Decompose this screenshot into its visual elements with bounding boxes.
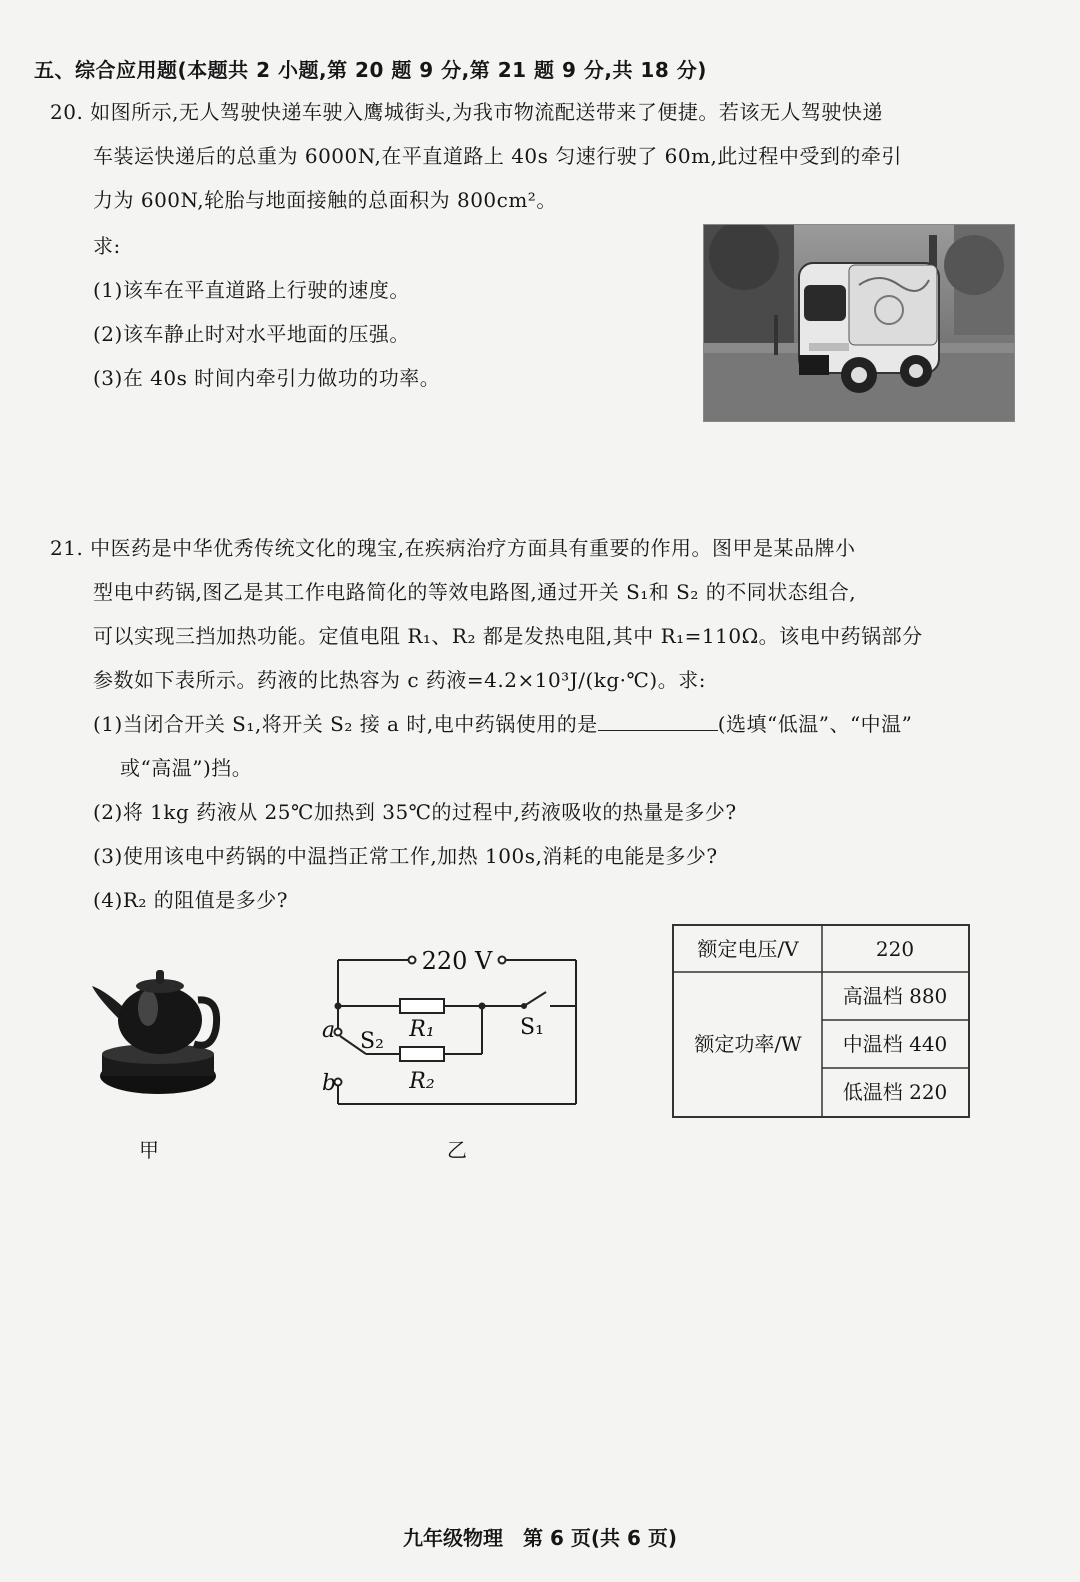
q21-sub1-options: (选填“低温”、“中温” bbox=[717, 712, 913, 736]
q21-sub1 bbox=[93, 710, 912, 738]
section-title: 五、综合应用题(本题共 2 小题,第 20 题 9 分,第 21 题 9 分,共 18 分) bbox=[34, 58, 707, 82]
power-high: 高温档 880 bbox=[842, 984, 948, 1008]
power-mid: 中温档 440 bbox=[842, 1032, 948, 1056]
delivery-vehicle-photo bbox=[703, 224, 1015, 422]
q20-line2: 车装运快递后的总重为 6000N,在平直道路上 40s 匀速行驶了 60m,此过程中受到的牵引 bbox=[93, 144, 902, 168]
q20-sub3: (3)在 40s 时间内牵引力做功的功率。 bbox=[93, 366, 441, 390]
rated-power-label: 额定功率/W bbox=[694, 1032, 802, 1056]
q20-line1: 20. 如图所示,无人驾驶快递车驶入鹰城街头,为我市物流配送带来了便捷。若该无人驾驶快递 bbox=[50, 100, 883, 124]
rated-voltage-label: 额定电压/V bbox=[697, 937, 799, 961]
q21-line1: 21. 中医药是中华优秀传统文化的瑰宝,在疾病治疗方面具有重要的作用。图甲是某品牌小 bbox=[50, 536, 856, 560]
s2-label: S₂ bbox=[360, 1029, 384, 1054]
page-footer: 九年级物理 第 6 页(共 6 页) bbox=[403, 1526, 677, 1550]
caption-yi: 乙 bbox=[447, 1138, 467, 1162]
s1-label: S₁ bbox=[520, 1015, 544, 1040]
r1-label: R₁ bbox=[409, 1017, 435, 1042]
terminal-a-label: a bbox=[322, 1018, 336, 1043]
r2-label: R₂ bbox=[409, 1069, 435, 1094]
q20-sub1: (1)该车在平直道路上行驶的速度。 bbox=[93, 278, 410, 302]
q21-sub1-text: (1)当闭合开关 S₁,将开关 S₂ 接 a 时,电中药锅使用的是 bbox=[93, 712, 598, 736]
rated-voltage-value: 220 bbox=[875, 937, 915, 961]
q21-sub4: (4)R₂ 的阻值是多少? bbox=[93, 888, 288, 912]
q21-line3: 可以实现三挡加热功能。定值电阻 R₁、R₂ 都是发热电阻,其中 R₁=110Ω。该电中药锅部分 bbox=[93, 624, 923, 648]
q21-sub1-cont: 或“高温”)挡。 bbox=[120, 756, 253, 780]
terminal-b-label: b bbox=[322, 1071, 337, 1096]
medicine-pot-figure bbox=[88, 958, 228, 1098]
q20-ask: 求: bbox=[93, 234, 121, 258]
circuit-diagram bbox=[310, 936, 590, 1116]
q21-line4: 参数如下表所示。药液的比热容为 c 药液=4.2×10³J/(kg·℃)。求: bbox=[93, 668, 706, 692]
q21-sub2: (2)将 1kg 药液从 25℃加热到 35℃的过程中,药液吸收的热量是多少? bbox=[93, 800, 737, 824]
parameter-table bbox=[672, 924, 970, 1118]
q20-sub2: (2)该车静止时对水平地面的压强。 bbox=[93, 322, 410, 346]
q20-line3: 力为 600N,轮胎与地面接触的总面积为 800cm²。 bbox=[93, 188, 557, 212]
power-low: 低温档 220 bbox=[842, 1080, 948, 1104]
answer-blank bbox=[598, 712, 718, 731]
q21-line2: 型电中药锅,图乙是其工作电路简化的等效电路图,通过开关 S₁和 S₂ 的不同状态组合, bbox=[93, 580, 857, 604]
caption-jia: 甲 bbox=[139, 1138, 159, 1162]
voltage-label: 220 V bbox=[421, 947, 493, 975]
q21-sub3: (3)使用该电中药锅的中温挡正常工作,加热 100s,消耗的电能是多少? bbox=[93, 844, 718, 868]
